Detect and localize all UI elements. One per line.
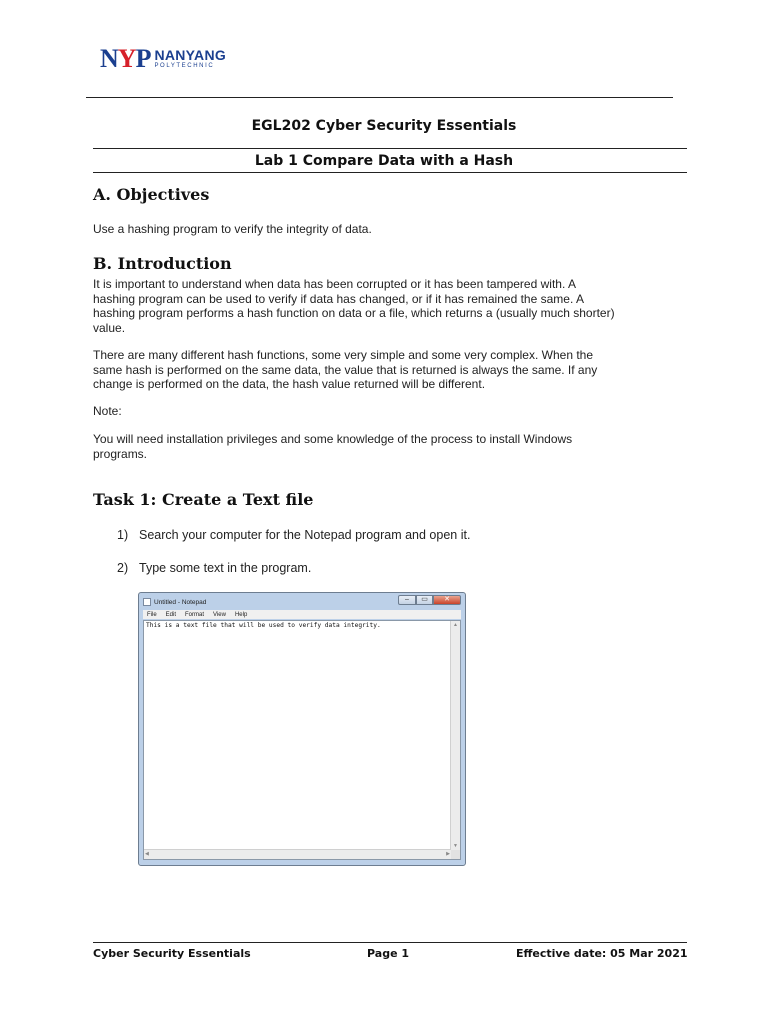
intro-p2-line: change is performed on the data, the hash value returned will be different. bbox=[93, 377, 486, 391]
notepad-title: Untitled - Notepad bbox=[154, 598, 207, 606]
notepad-content: This is a text file that will be used to verify data integrity. bbox=[146, 622, 381, 629]
objectives-text: Use a hashing program to verify the integrity of data. bbox=[93, 222, 372, 236]
course-title: EGL202 Cyber Security Essentials bbox=[251, 118, 517, 134]
menu-file[interactable]: File bbox=[147, 611, 157, 618]
scrollbar-corner bbox=[451, 850, 460, 859]
lab-title-top-rule bbox=[93, 148, 687, 149]
scroll-down-icon[interactable]: ▼ bbox=[453, 843, 458, 849]
menu-edit[interactable]: Edit bbox=[165, 611, 177, 618]
footer-date: Effective date: 05 Mar 2021 bbox=[516, 947, 688, 960]
logo-mark-p: P bbox=[135, 44, 151, 73]
menu-view[interactable]: View bbox=[213, 611, 226, 618]
footer-page: Page 1 bbox=[367, 947, 410, 960]
lab-title: Lab 1 Compare Data with a Hash bbox=[254, 153, 514, 169]
intro-paragraph-2 bbox=[93, 348, 693, 392]
logo-mark-n: N bbox=[100, 44, 118, 73]
vertical-scrollbar[interactable] bbox=[450, 621, 460, 850]
step-text: Search your computer for the Notepad program and open it. bbox=[139, 528, 471, 542]
menu-format[interactable]: Format bbox=[185, 611, 205, 618]
task1-heading: Task 1: Create a Text file bbox=[93, 490, 314, 509]
note-paragraph bbox=[93, 432, 693, 461]
note-line: You will need installation privileges and some knowledge of the process to install Windows bbox=[93, 432, 573, 446]
logo-name: NANYANG bbox=[154, 47, 227, 63]
horizontal-scrollbar[interactable] bbox=[144, 849, 451, 859]
intro-paragraph-1 bbox=[93, 277, 693, 335]
intro-p2-line: There are many different hash functions, some very simple and some very complex. When the bbox=[93, 348, 594, 362]
window-controls bbox=[398, 595, 461, 605]
logo-mark-y: Y bbox=[117, 44, 136, 73]
scroll-right-icon[interactable]: ▶ bbox=[446, 851, 450, 857]
introduction-heading: B. Introduction bbox=[93, 254, 232, 273]
logo-text bbox=[154, 48, 226, 70]
intro-p2-line: same hash is performed on the same data, the value that is returned is always the same. If any bbox=[93, 362, 598, 377]
step-text: Type some text in the program. bbox=[139, 561, 312, 575]
close-icon[interactable]: ✕ bbox=[433, 595, 461, 605]
step-number: 2) bbox=[117, 561, 129, 575]
note-label: Note: bbox=[93, 404, 122, 418]
logo-subtitle: POLYTECHNIC bbox=[154, 63, 215, 69]
lab-title-bottom-rule bbox=[93, 172, 687, 173]
nyp-logo bbox=[100, 44, 226, 74]
objectives-heading: A. Objectives bbox=[93, 185, 210, 204]
logo-mark bbox=[100, 46, 150, 72]
task1-step-1 bbox=[117, 528, 470, 542]
intro-p1-line: hashing program performs a hash function on data or a file, which returns a (usually much shorter) bbox=[93, 306, 615, 320]
header-rule bbox=[86, 97, 673, 98]
note-line: programs. bbox=[93, 446, 148, 461]
scroll-left-icon[interactable]: ◀ bbox=[145, 851, 149, 857]
footer-left: Cyber Security Essentials bbox=[93, 947, 251, 960]
footer-rule bbox=[93, 942, 687, 943]
scroll-up-icon[interactable]: ▲ bbox=[453, 622, 458, 628]
notepad-text-area[interactable] bbox=[143, 620, 461, 860]
menu-help[interactable]: Help bbox=[234, 611, 248, 618]
maximize-icon[interactable]: ▭ bbox=[416, 595, 433, 605]
notepad-titlebar bbox=[143, 596, 206, 608]
intro-p1-line: value. bbox=[93, 320, 126, 335]
step-number: 1) bbox=[117, 528, 129, 542]
intro-p1-line: hashing program can be used to verify if data has changed, or if it has remained the same. A bbox=[93, 291, 584, 306]
task1-step-2 bbox=[117, 561, 311, 575]
notepad-menubar bbox=[143, 610, 461, 619]
notepad-window bbox=[138, 592, 466, 866]
minimize-icon[interactable]: – bbox=[398, 595, 416, 605]
notepad-app-icon bbox=[143, 598, 151, 606]
intro-p1-line: It is important to understand when data has been corrupted or it has been tampered with. A bbox=[93, 277, 576, 291]
